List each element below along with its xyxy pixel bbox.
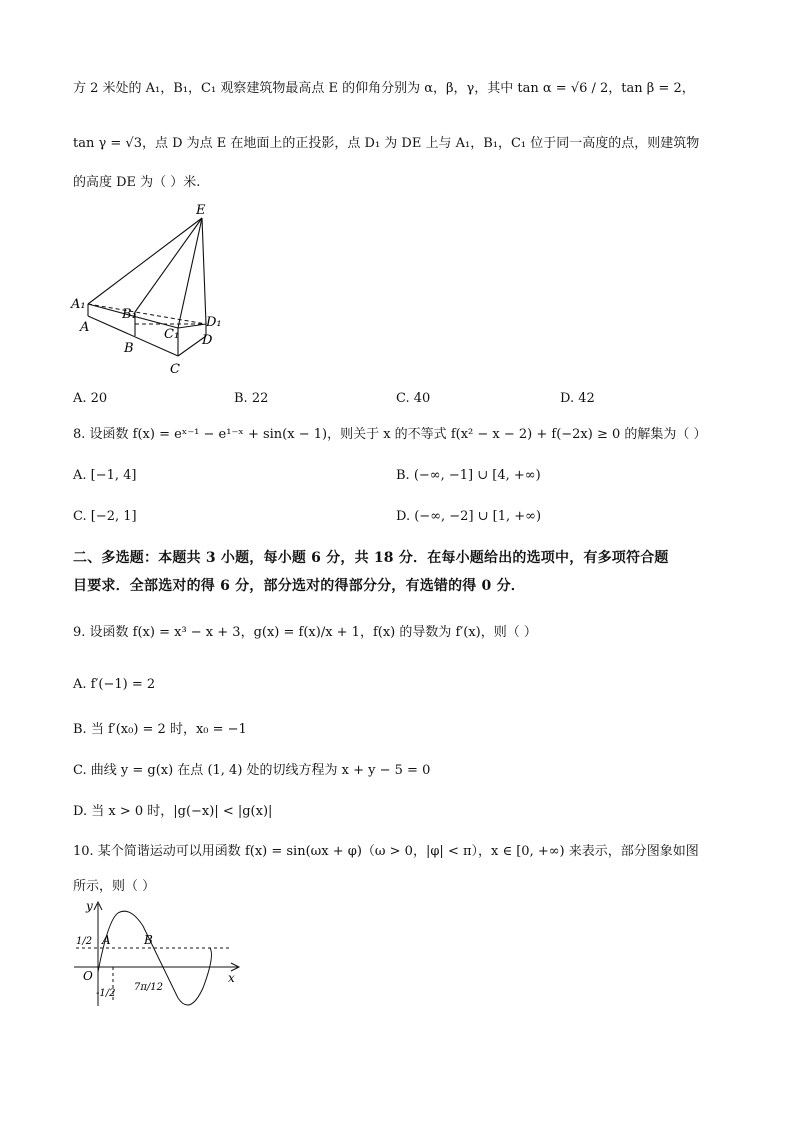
graph-label-neg-half: -1/2 bbox=[96, 988, 116, 999]
fig-label-c1: C₁ bbox=[164, 327, 180, 342]
q7-option-a: A. 20 bbox=[73, 391, 108, 406]
q8-stem: 8. 设函数 f(x) = eˣ⁻¹ − e¹⁻ˣ + sin(x − 1)，则关于 x 的不等式 f(x² − x − 2) + f(−2x) ≥ 0 的解集为（ ） bbox=[73, 427, 707, 442]
fig-label-c: C bbox=[170, 362, 180, 377]
q10-sine-graph bbox=[68, 898, 248, 1008]
section-2-heading-line-1: 二、多选题：本题共 3 小题，每小题 6 分，共 18 分．在每小题给出的选项中，有多项符合题 bbox=[73, 550, 669, 566]
q7-line-3: 的高度 DE 为（ ）米. bbox=[73, 175, 201, 190]
q10-line-1: 10. 某个简谐运动可以用函数 f(x) = sin(ωx + φ)（ω > 0，|φ| < π），x ∈ [0, +∞) 来表示，部分图象如图 bbox=[73, 844, 699, 859]
section-2-heading-line-2: 目要求．全部选对的得 6 分，部分选对的得部分分，有选错的得 0 分． bbox=[73, 578, 525, 594]
q9-option-b: B. 当 f′(x₀) = 2 时，x₀ = −1 bbox=[73, 722, 247, 737]
graph-label-x: x bbox=[228, 971, 235, 985]
graph-label-y: y bbox=[86, 899, 93, 913]
graph-label-a: A bbox=[102, 933, 111, 947]
fig-label-a1: A₁ bbox=[71, 297, 86, 312]
fig-label-b: B bbox=[124, 341, 134, 356]
fig-label-b1: B₁ bbox=[122, 307, 137, 322]
q9-option-d: D. 当 x > 0 时，|g(−x)| < |g(x)| bbox=[73, 804, 273, 819]
fig-label-e: E bbox=[196, 203, 206, 218]
q7-option-d: D. 42 bbox=[560, 391, 595, 406]
fig-label-a: A bbox=[80, 320, 90, 335]
q8-option-d: D. (−∞, −2] ∪ [1, +∞) bbox=[396, 509, 542, 524]
q7-option-b: B. 22 bbox=[234, 391, 269, 406]
q8-option-b: B. (−∞, −1] ∪ [4, +∞) bbox=[396, 468, 541, 483]
q7-line-2: tan γ = √3，点 D 为点 E 在地面上的正投影，点 D₁ 为 DE 上与 A₁，B₁，C₁ 位于同一高度的点，则建筑物 bbox=[73, 136, 700, 151]
q8-option-a: A. [−1, 4] bbox=[73, 468, 137, 483]
q9-stem: 9. 设函数 f(x) = x³ − x + 3，g(x) = f(x)/x + 1，f(x) 的导数为 f′(x)，则（ ） bbox=[73, 625, 537, 640]
q10-line-2: 所示，则（ ） bbox=[73, 879, 156, 894]
q7-option-c: C. 40 bbox=[396, 391, 431, 406]
fig-label-d: D bbox=[202, 333, 213, 348]
q9-option-a: A. f′(−1) = 2 bbox=[73, 677, 156, 692]
q8-option-c: C. [−2, 1] bbox=[73, 509, 137, 524]
q9-option-c: C. 曲线 y = g(x) 在点 (1, 4) 处的切线方程为 x + y − 5 = 0 bbox=[73, 763, 431, 778]
q7-line-1: 方 2 米处的 A₁，B₁，C₁ 观察建筑物最高点 E 的仰角分别为 α，β，γ，其中 tan α = √6 / 2，tan β = 2， bbox=[73, 81, 695, 96]
graph-label-o: O bbox=[83, 969, 93, 983]
graph-label-half: 1/2 bbox=[76, 936, 93, 947]
q7-building-figure bbox=[60, 198, 230, 380]
fig-label-d1: D₁ bbox=[206, 315, 222, 330]
graph-label-7pi-12: 7π/12 bbox=[134, 982, 164, 993]
graph-label-b: B bbox=[144, 933, 153, 947]
